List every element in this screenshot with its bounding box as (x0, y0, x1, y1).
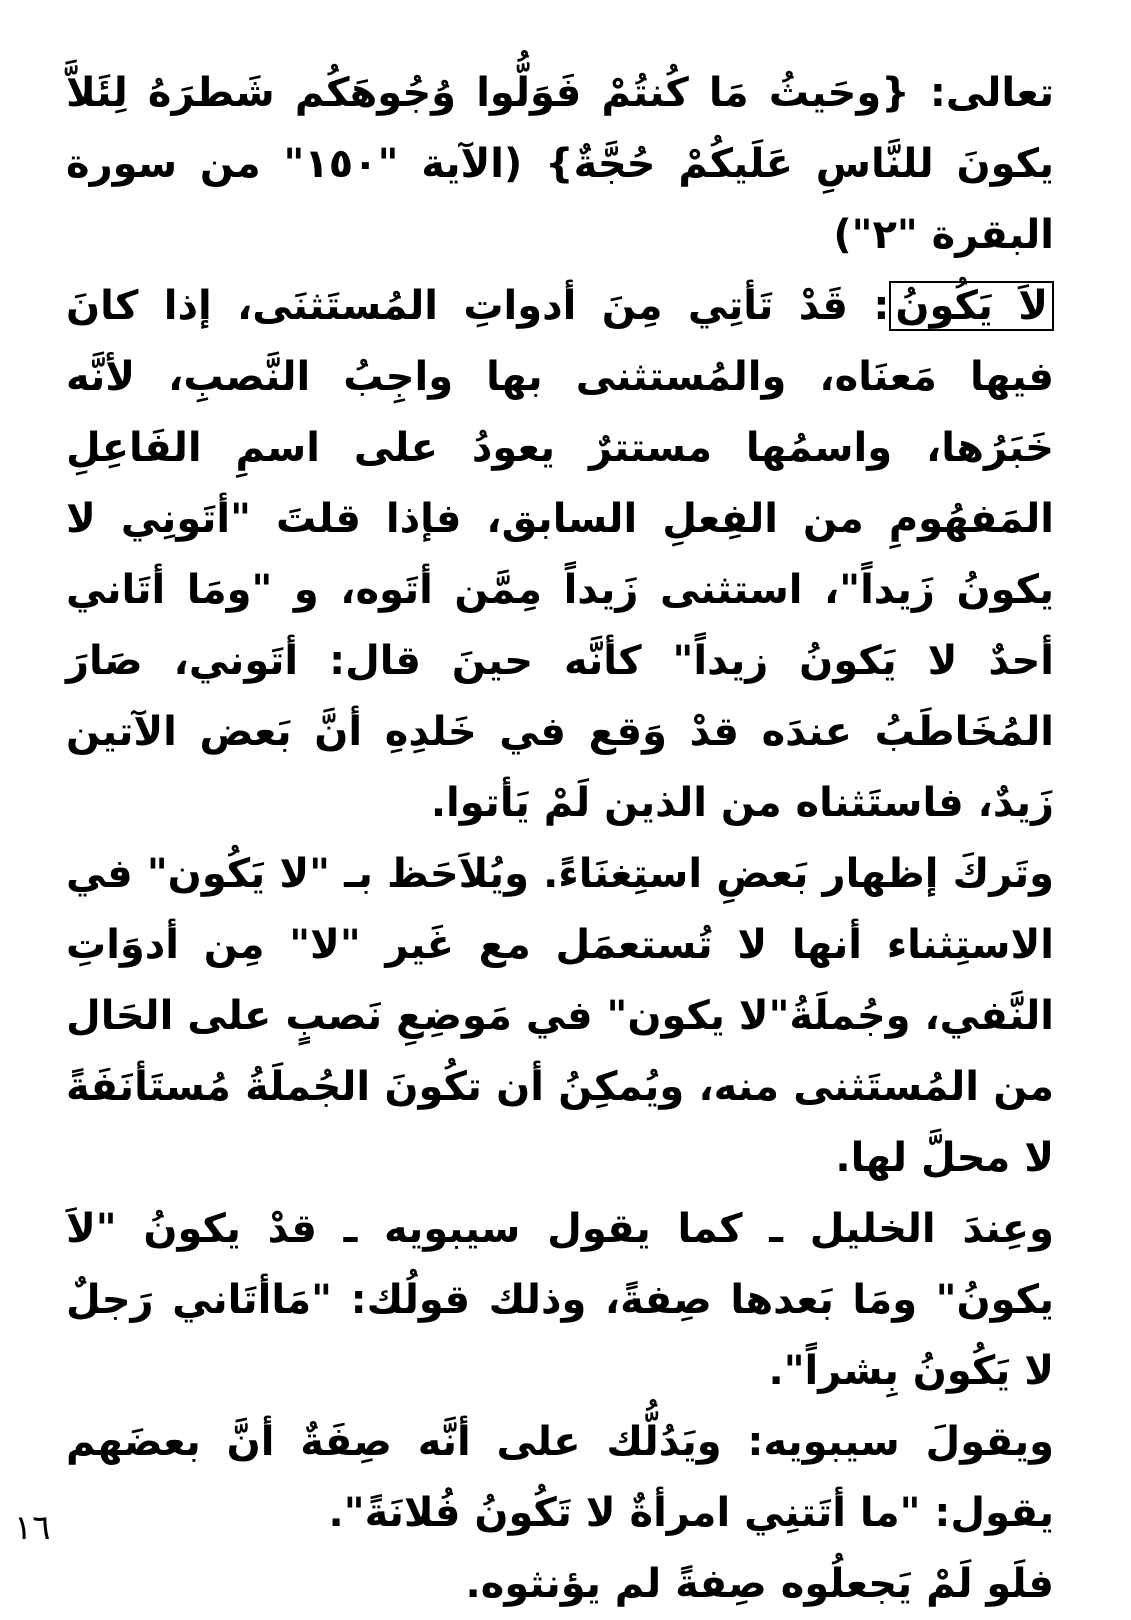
page-number: ١٦ (14, 1508, 51, 1548)
paragraph-sibawayh-quote: ويقولَ سيبويه: ويَدُلُّك على أنَّه صِفَةٌ أنَّ بعضَهم يقول: "ما أتَتنِي امرأةٌ لا تَكُونُ فُلانَةً". (66, 1419, 1054, 1536)
boxed-term: لاَ يَكُونُ (889, 281, 1054, 331)
paragraph-verse-citation: تعالى: {وحَيثُ مَا كُنتُمْ فَوَلُّوا وُجُوهَكُم شَطرَهُ لِئَلاَّ يكونَ للنَّاسِ عَلَيكُمْ حُجَّةٌ} (الآية "١٥٠" من سورة البقرة "٢") (66, 70, 1054, 258)
page-body (66, 58, 1054, 1620)
paragraph-usage-note: وتَركَ إظهار بَعضِ استِغنَاءً. ويُلاَحَظ بـ "لا يَكُون" في الاستِثناء أنها لا تُستعمَل مع غَير "لا" مِن أدوَاتِ النَّفي، وجُملَةُ"لا يكون" في مَوضِعِ نَصبٍ على الحَال من المُستَثنى منه، ويُمكِنُ أن تكُونَ الجُملَةُ مُستَأنَفَةً لا محلَّ لها. (66, 851, 1054, 1181)
paragraph-la-yakun-definition (66, 271, 1054, 839)
paragraph-conclusion: فلَو لَمْ يَجعلُوه صِفةً لم يؤنثوه. (465, 1561, 1054, 1607)
paragraph-khalil-opinion: وعِندَ الخليل ـ كما يقول سيبويه ـ قدْ يكونُ "لاَ يكونُ" ومَا بَعدها صِفةً، وذلك قولُك: "مَاأتَاني رَجلٌ لا يَكُونُ بِشراً". (66, 1206, 1054, 1394)
paragraph-text: : قَدْ تَأتِي مِنَ أدواتِ المُستَثنَى، إذا كانَ فيها مَعنَاه، والمُستثنى بها واجِبُ النَّصبِ، لأنَّه خَبَرُها، واسمُها مستترٌ يعودُ على اسمِ الفَاعِلِ المَفهُومِ من الفِعلِ السابق، فإذا قلتَ "أتَونِي لا يكونُ زَيداً"، استثنى زَيداً مِمَّن أتَوه، و "ومَا أتَاني أحدٌ لا يَكونُ زيداً" كأنَّه حينَ قال: أتَوني، صَارَ المُخَاطَبُ عندَه قدْ وَقع في خَلدِهِ أنَّ بَعض الآتين زَيدٌ، فاستَثناه من الذين لَمْ يَأتوا. (66, 283, 1054, 826)
